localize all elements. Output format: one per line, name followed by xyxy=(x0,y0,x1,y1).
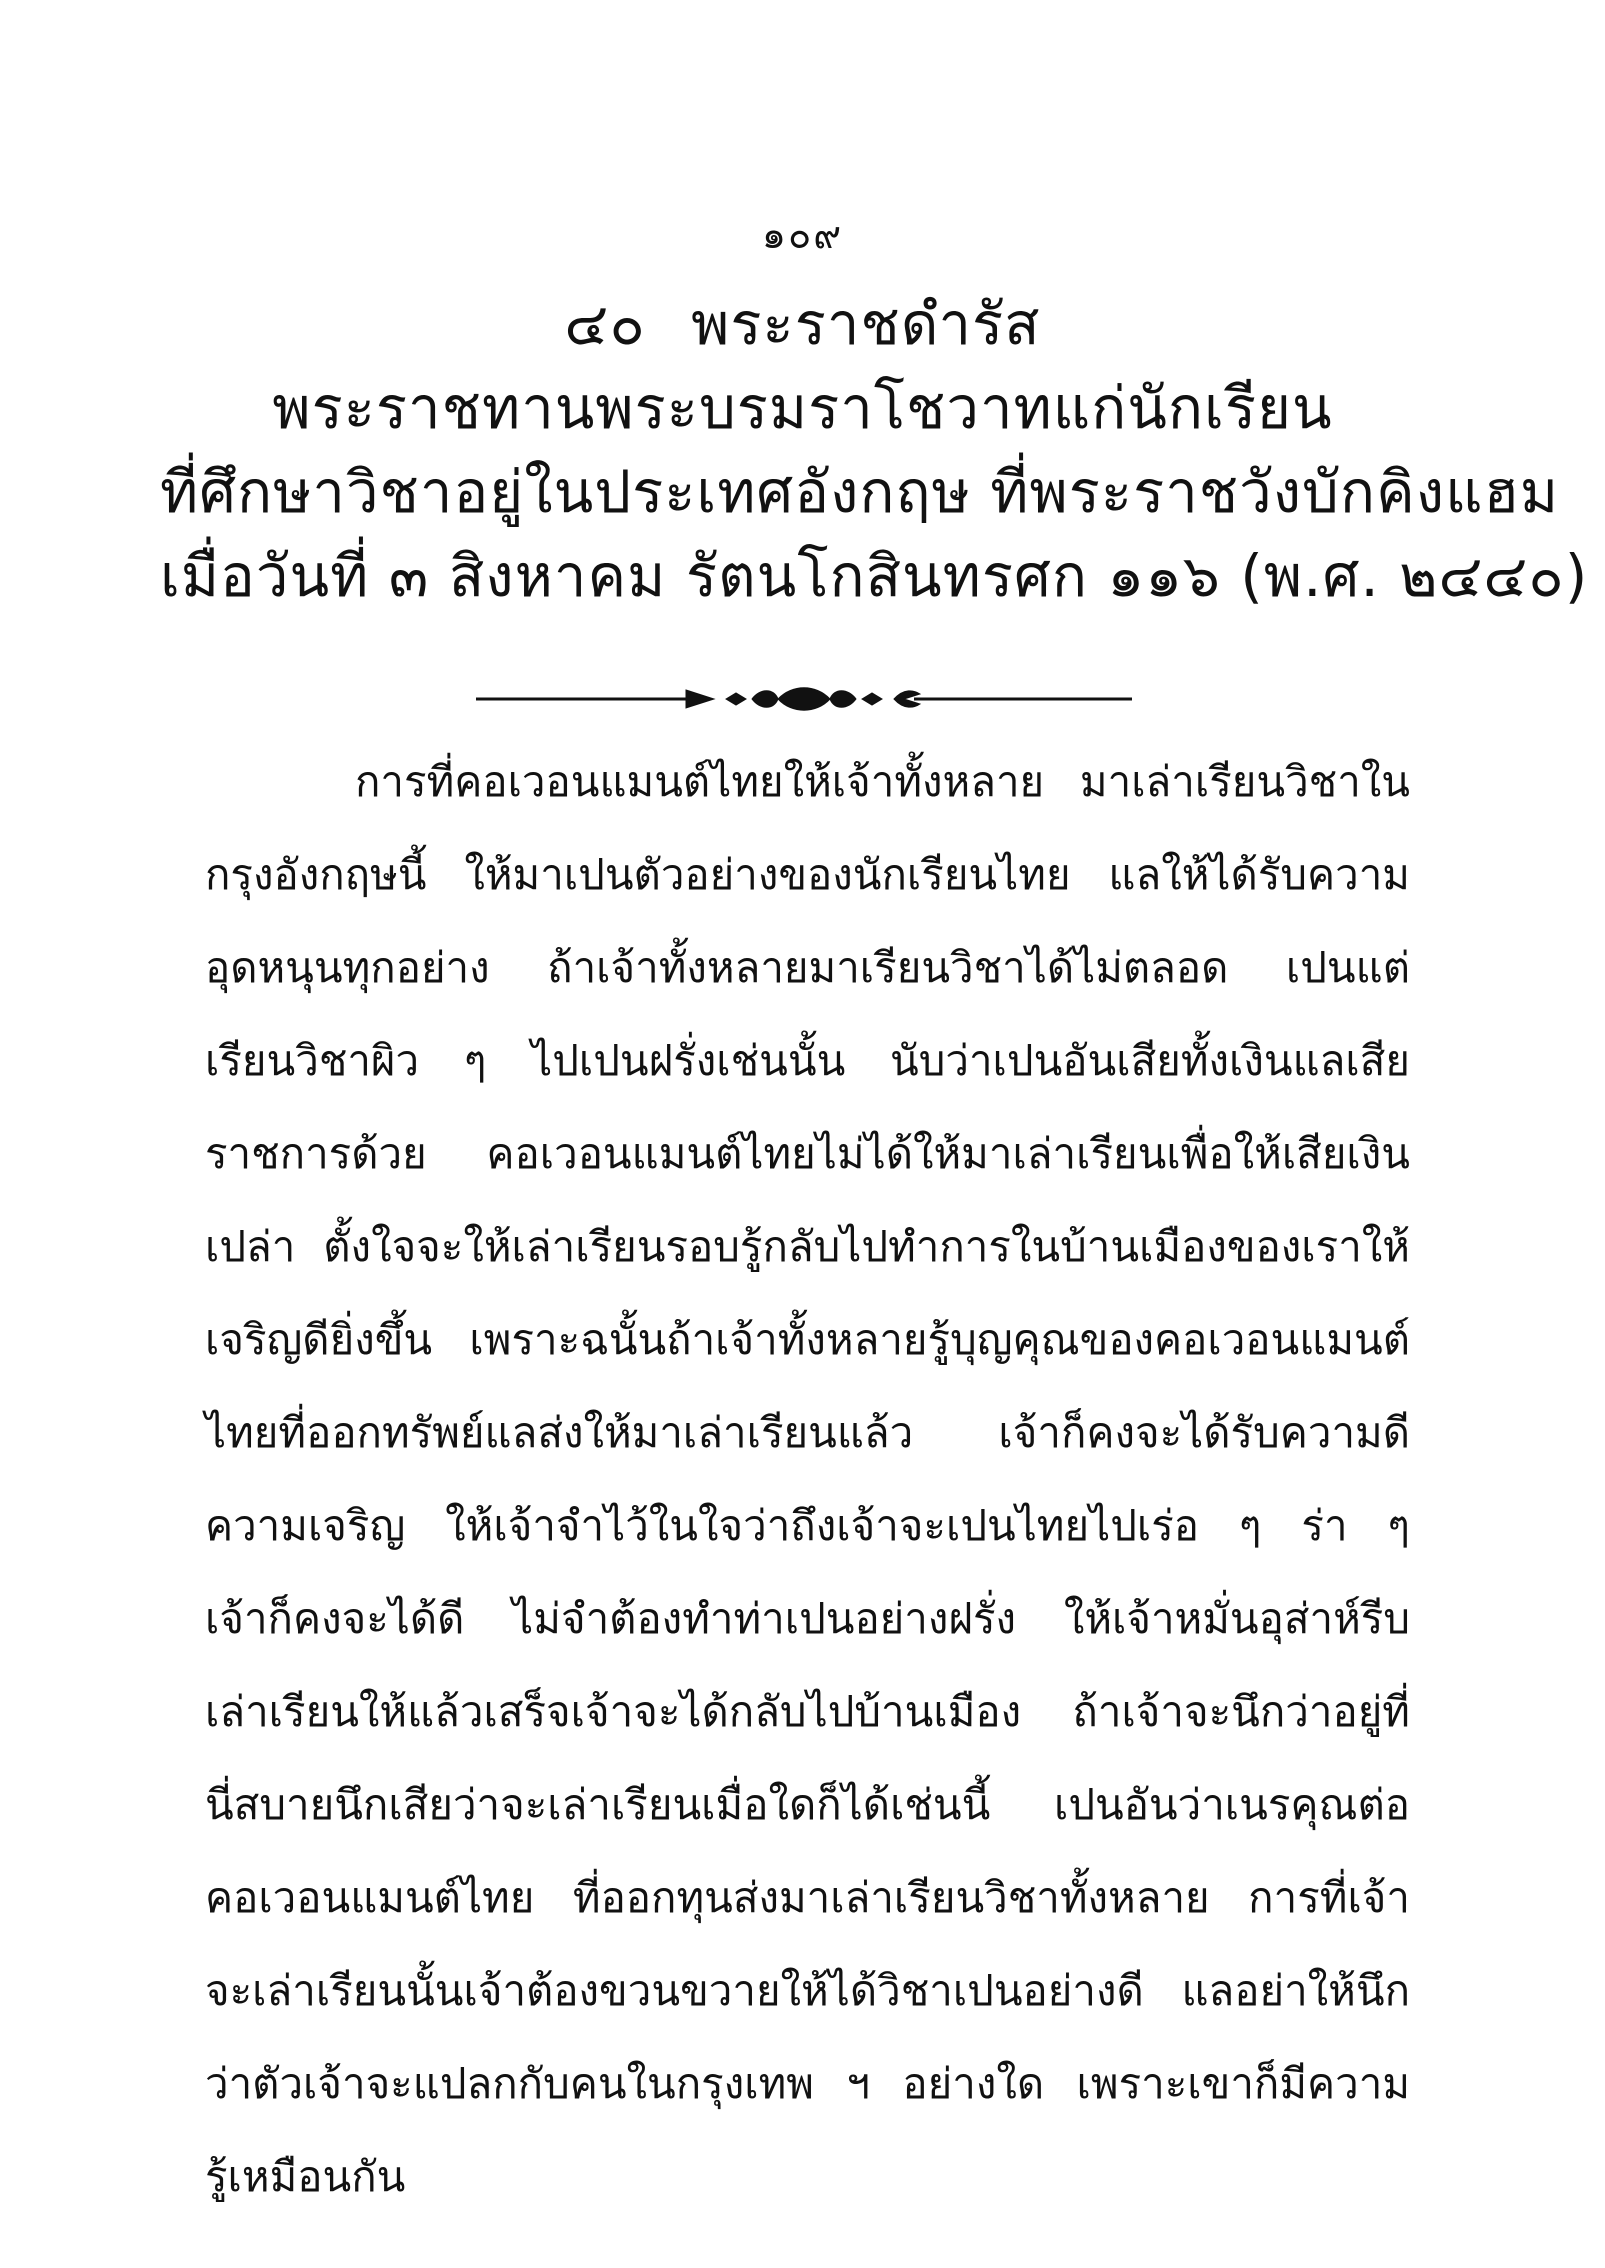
title-line-1: ๔๐ พระราชดำรัส xyxy=(564,290,1041,358)
page-number: ๑๐๙ xyxy=(761,213,844,257)
title-line-3: ที่ศึกษาวิชาอยู่ในประเทศอังกฤษ ที่พระราชวังบักคิงแฮม xyxy=(160,458,1560,526)
body-paragraph: การที่คอเวอนแมนต์ไทยให้เจ้าทั้งหลาย มาเล่าเรียนวิชาในกรุงอังกฤษนี้ ให้มาเปนตัวอย่างของนักเรียนไทย แลให้ได้รับความอุดหนุนทุกอย่าง ถ้าเจ้าทั้งหลายมาเรียนวิชาได้ไม่ตลอด เปนแต่เรียนวิชาผิว ๆ ไปเปนฝรั่งเช่นนั้น นับว่าเปนอันเสียทั้งเงินแลเสียราชการด้วย คอเวอนแมนต์ไทยไม่ได้ให้มาเล่าเรียนเพื่อให้เสียเงินเปล่า ตั้งใจจะให้เล่าเรียนรอบรู้กลับไปทำการในบ้านเมืองของเราให้เจริญดียิ่งขึ้น เพราะฉนั้นถ้าเจ้าทั้งหลายรู้บุญคุณของคอเวอนแมนต์ไทยที่ออกทรัพย์แลส่งให้มาเล่าเรียนแล้ว เจ้าก็คงจะได้รับความดีความเจริญ ให้เจ้าจำไว้ในใจว่าถึงเจ้าจะเปนไทยไปเร่อ ๆ ร่า ๆ เจ้าก็คงจะได้ดี ไม่จำต้องทำท่าเปนอย่างฝรั่ง ให้เจ้าหมั่นอุส่าห์รีบเล่าเรียนให้แล้วเสร็จเจ้าจะได้กลับไปบ้านเมือง ถ้าเจ้าจะนึกว่าอยู่ที่นี่สบายนึกเสียว่าจะเล่าเรียนเมื่อใดก็ได้เช่นนี้ เปนอันว่าเนรคุณต่อคอเวอนแมนต์ไทย ที่ออกทุนส่งมาเล่าเรียนวิชาทั้งหลาย การที่เจ้าจะเล่าเรียนนั้นเจ้าต้องขวนขวายให้ได้วิชาเปนอย่างดี แลอย่าให้นึกว่าตัวเจ้าจะแปลกกับคนในกรุงเทพ ฯ อย่างใด เพราะเขาก็มีความรู้เหมือนกัน xyxy=(205,757,1410,2201)
ornamental-divider-icon xyxy=(474,668,1134,728)
body-text xyxy=(205,735,1410,2223)
title-line-4: เมื่อวันที่ ๓ สิงหาคม รัตนโกสินทรศก ๑๑๖ (พ.ศ. ๒๔๔๐) xyxy=(160,542,1589,610)
title-block xyxy=(160,282,1589,618)
title-line-2: พระราชทานพระบรมราโชวาทแก่นักเรียน xyxy=(272,374,1333,442)
